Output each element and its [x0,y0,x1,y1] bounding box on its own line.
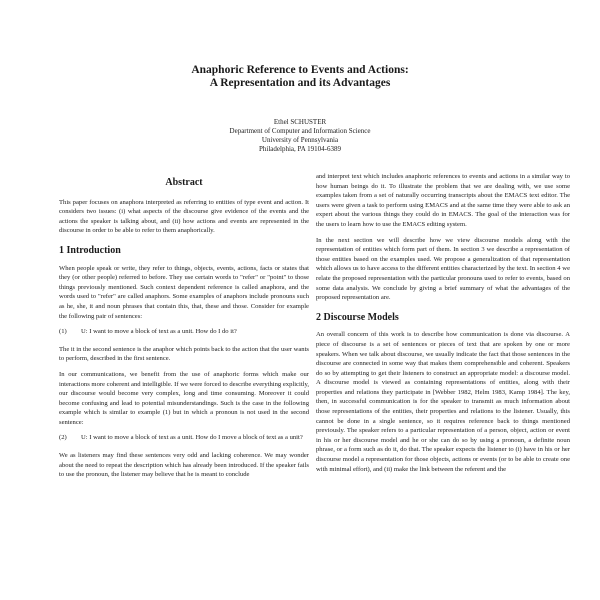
example-2-text: U: I want to move a block of text as a unit. How do I move a block of text as a unit? [81,434,303,442]
example-1 [59,327,309,337]
affiliation-address: Philadelphia, PA 19104-6389 [259,145,341,153]
title-line-2: A Representation and its Advantages [209,77,391,89]
example-1-text: U: I want to move a block of text as a unit. How do I do it? [81,328,237,336]
abstract-text: This paper focuses on anaphora interpreted as referring to entities of type event and action. It considers two issues: (i) what aspects of the discourse give evidence of the events and the actions the speaker is talking about, and (ii) how actions and events are represented in the discourse in order to be able to refer to them anaphorically. [59,198,309,235]
right-paragraph-2: In the next section we will describe how we view discourse models along with the representation of entities which form part of them. In section 3 we describe a representation of those entities based on the examples used. We propose a generalization of that representation which allows us to have access to the different entities characterized by the text. In section 4 we relate the proposed representation with the particular pronouns used to refer to events, based on some data analysis. We conclude by giving a brief summary of what the advantages of the proposed representation are. [316,236,570,302]
intro-paragraph-2: The it in the second sentence is the anaphor which points back to the action that the user wants to perform, described in the first sentence. [59,345,309,363]
right-column [316,172,570,480]
intro-paragraph-1: When people speak or write, they refer to things, objects, events, actions, facts or states that they (or other people) referred to before. They use certain words to "refer" or "point" to those things previously mentioned. Such context dependent reference is called anaphora, and the words used to "refer" are called anaphors. Some examples of anaphors include pronouns such as he, she, it and noun phrases that contain this, that, these and those. Consider for example the following pair of sentences: [59,264,309,320]
introduction-heading: 1 Introduction [59,244,121,256]
author-block [0,118,600,154]
discourse-models-heading: 2 Discourse Models [316,311,399,323]
example-2 [59,433,309,443]
intro-paragraph-3: In our communications, we benefit from the use of anaphoric forms which make our interactions more coherent and intelligible. If we were forced to describe everything explicitly, our discourse would become very complex, long and time consuming. Moreover it could become confusing and lead to potential misunderstandings. Such is the case in the following example which is similar to example (1) but in which a pronoun is not used in the second sentence: [59,370,309,426]
paper-title [0,64,600,90]
author-name: Ethel SCHUSTER [273,118,327,126]
intro-paragraph-4: We as listeners may find these sentences very odd and lacking coherence. We may wonder about the need to repeat the description which has already been introduced. If the speaker fails to use the pronoun, the listener may believe that he is meant to conclude [59,452,309,479]
right-paragraph-1: and interpret text which includes anaphoric references to events and actions in a similar way to how human beings do it. To illustrate the problem that we are dealing with, we use some examples taken from a set of naturally occurring transcripts about the EMACS text editor. The users were given a task to perform using EMACS and at the same time they were able to ask an expert about the various things they could do in EMACS. The goal of the interaction was for the users to learn how to use the EMACS editing system. [316,173,570,228]
abstract-heading: Abstract [165,177,203,188]
title-line-1: Anaphoric Reference to Events and Actions: [191,64,409,76]
affiliation-university: University of Pennsylvania [261,136,339,144]
affiliation-department: Department of Computer and Information Science [229,127,371,135]
left-column [59,172,309,486]
example-2-number: (2) [59,434,67,442]
right-paragraph-3: An overall concern of this work is to describe how communication is done via discourse. A piece of discourse is a set of sentences or pieces of text that are spoken by one or more speakers. When we talk about discourse, we usually indicate the fact that those sentences in the discourse are connected in some way that makes them comprehensible and coherent. Speakers do so by attempting to get their listeners to construct an appropriate model: a discourse model. A discourse model is viewed as containing representations of entities, along with their properties and relations they participate in [Webber 1982, Helm 1983, Kamp 1984]. The key, then, in successful communication is for the speaker to transmit as much information about those representations of the entities, their properties and relations to the listener. Usually, this cannot be done in a single sentence, so it requires reference back to things mentioned previously. The speaker refers to a particular representation of a person, object, action or event in his or her discourse model and he or she can do so by using a pronoun, a definite noun phrase, or a form such as do it, do that. The speaker expects the listener to (i) have in his or her discourse model a representation for those objects, actions or events (or to be able to create one with minimal effort), and (ii) make the link between the referent and the [316,331,570,473]
example-1-number: (1) [59,328,67,336]
